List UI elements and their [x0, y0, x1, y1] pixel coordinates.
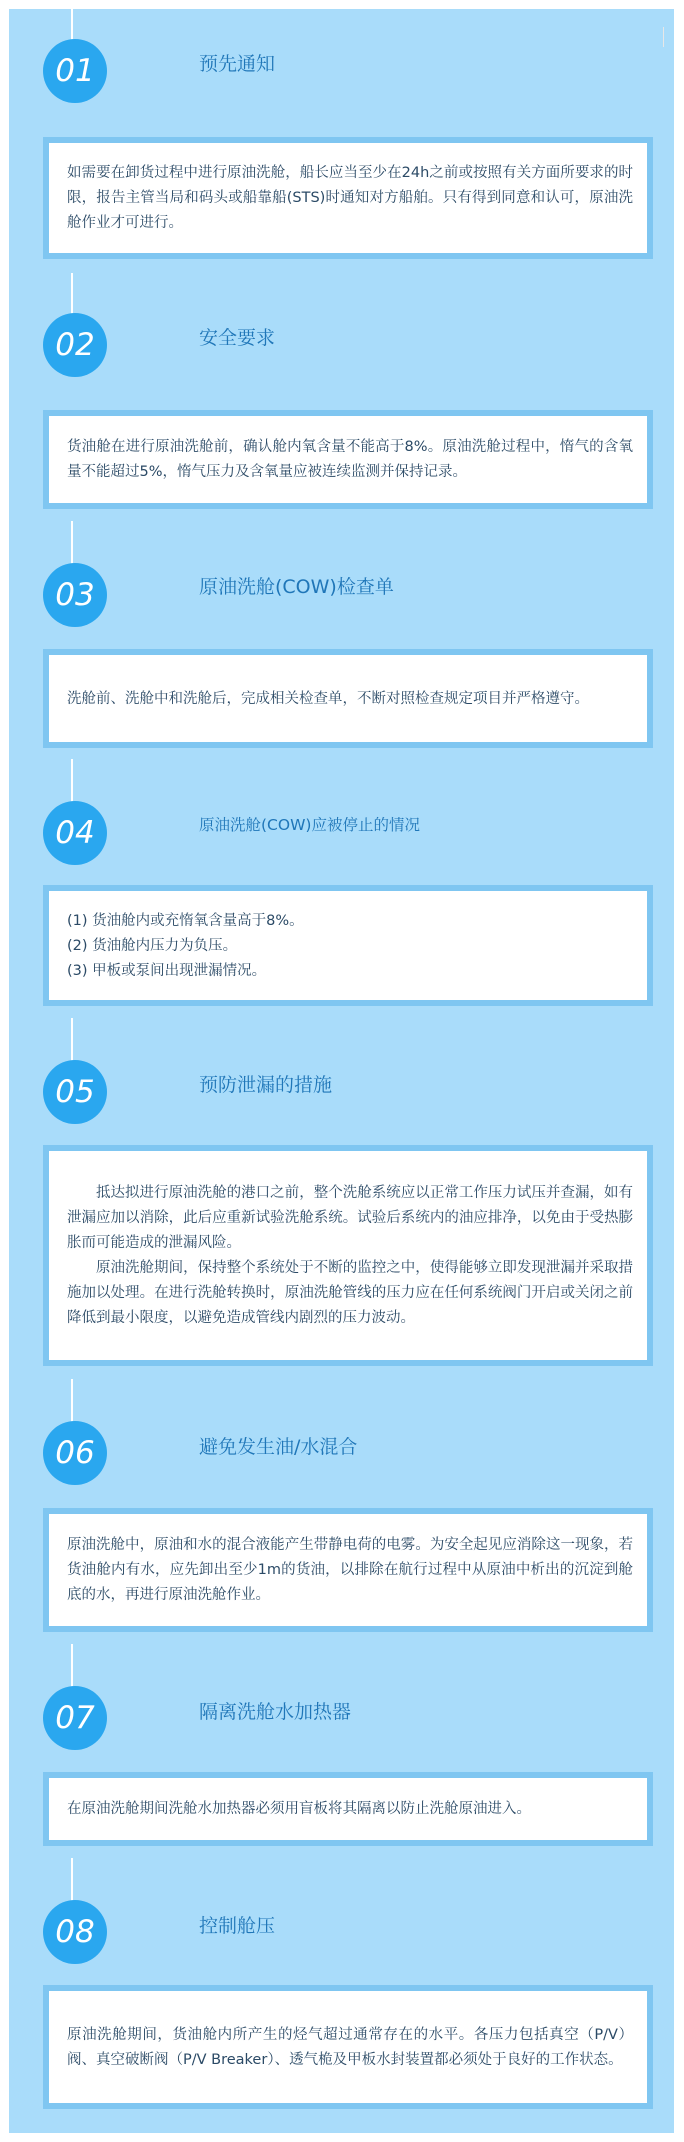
- step-number: 07: [55, 1700, 95, 1736]
- list-item: (2) 货油舱内压力为负压。: [67, 937, 238, 954]
- content-box: [43, 1985, 653, 2109]
- step-badge: [43, 801, 107, 865]
- content-box: [43, 137, 653, 259]
- content-box: [43, 410, 653, 509]
- step-number: 02: [55, 327, 95, 363]
- content-box: [43, 1772, 653, 1846]
- step-badge: [43, 1060, 107, 1124]
- section-title: 避免发生油/水混合: [199, 1436, 358, 1458]
- paragraph: 如需要在卸货过程中进行原油洗舱，船长应当至少在24h之前或按照有关方面所要求的时限，报告主管当局和码头或船靠船(STS)时通知对方船舶。只有得到同意和认可，原油洗舱作业才可进行。: [67, 165, 633, 231]
- paragraph: 在原油洗舱期间洗舱水加热器必须用盲板将其隔离以防止洗舱原油进入。: [67, 1801, 531, 1817]
- step-number: 03: [55, 577, 95, 613]
- section-title: 控制舱压: [199, 1915, 276, 1937]
- paragraph: 货油舱在进行原油洗舱前，确认舱内氧含量不能高于8%。原油洗舱过程中，惰气的含氧量不能超过5%，惰气压力及含氧量应被连续监测并保持记录。: [67, 439, 633, 480]
- content-box: [43, 1508, 653, 1632]
- step-number: 08: [55, 1914, 95, 1950]
- paragraph: 原油洗舱期间，保持整个系统处于不断的监控之中，使得能够立即发现泄漏并采取措施加以处理。在进行洗舱转换时，原油洗舱管线的压力应在任何系统阀门开启或关闭之前降低到最小限度，以避免造成管线内剧烈的压力波动。: [67, 1260, 633, 1326]
- list-item: (3) 甲板或泵间出现泄漏情况。: [67, 962, 267, 979]
- infographic-panel: [9, 9, 674, 2133]
- step-number: 06: [55, 1435, 95, 1471]
- step-badge: [43, 1900, 107, 1964]
- section-title: 原油洗舱(COW)检查单: [199, 576, 394, 598]
- section-title: 安全要求: [199, 327, 276, 349]
- list-item: (1) 货油舱内或充惰氧含量高于8%。: [67, 912, 304, 929]
- section-title: 原油洗舱(COW)应被停止的情况: [199, 816, 420, 834]
- paragraph: 原油洗舱中，原油和水的混合液能产生带静电荷的电雾。为安全起见应消除这一现象，若货油舱内有水，应先卸出至少1m的货油，以排除在航行过程中从原油中析出的沉淀到舱底的水，再进行原油洗舱作业。: [67, 1537, 633, 1603]
- step-badge: [43, 313, 107, 377]
- paragraph: 洗舱前、洗舱中和洗舱后，完成相关检查单，不断对照检查规定项目并严格遵守。: [67, 690, 589, 707]
- step-badge: [43, 39, 107, 103]
- section-title: 预先通知: [199, 53, 276, 75]
- section-title: 隔离洗舱水加热器: [199, 1701, 352, 1723]
- step-badge: [43, 563, 107, 627]
- paragraph: 抵达拟进行原油洗舱的港口之前，整个洗舱系统应以正常工作压力试压并查漏，如有泄漏应加以消除，此后应重新试验洗舱系统。试验后系统内的油应排净，以免由于受热膨胀而可能造成的泄漏风险。: [67, 1185, 633, 1251]
- step-number: 01: [55, 53, 95, 89]
- step-badge: [43, 1421, 107, 1485]
- corner-divider: [663, 27, 674, 47]
- content-box: [43, 885, 653, 1006]
- step-number: 05: [55, 1074, 95, 1110]
- paragraph: 原油洗舱期间，货油舱内所产生的烃气超过通常存在的水平。各压力包括真空（P/V）阀、真空破断阀（P/V Breaker）、透气桅及甲板水封装置都必须处于良好的工作状态。: [67, 2026, 633, 2068]
- step-number: 04: [55, 815, 95, 851]
- step-badge: [43, 1686, 107, 1750]
- content-box: [43, 1145, 653, 1366]
- content-box: [43, 649, 653, 748]
- section-title: 预防泄漏的措施: [199, 1074, 333, 1096]
